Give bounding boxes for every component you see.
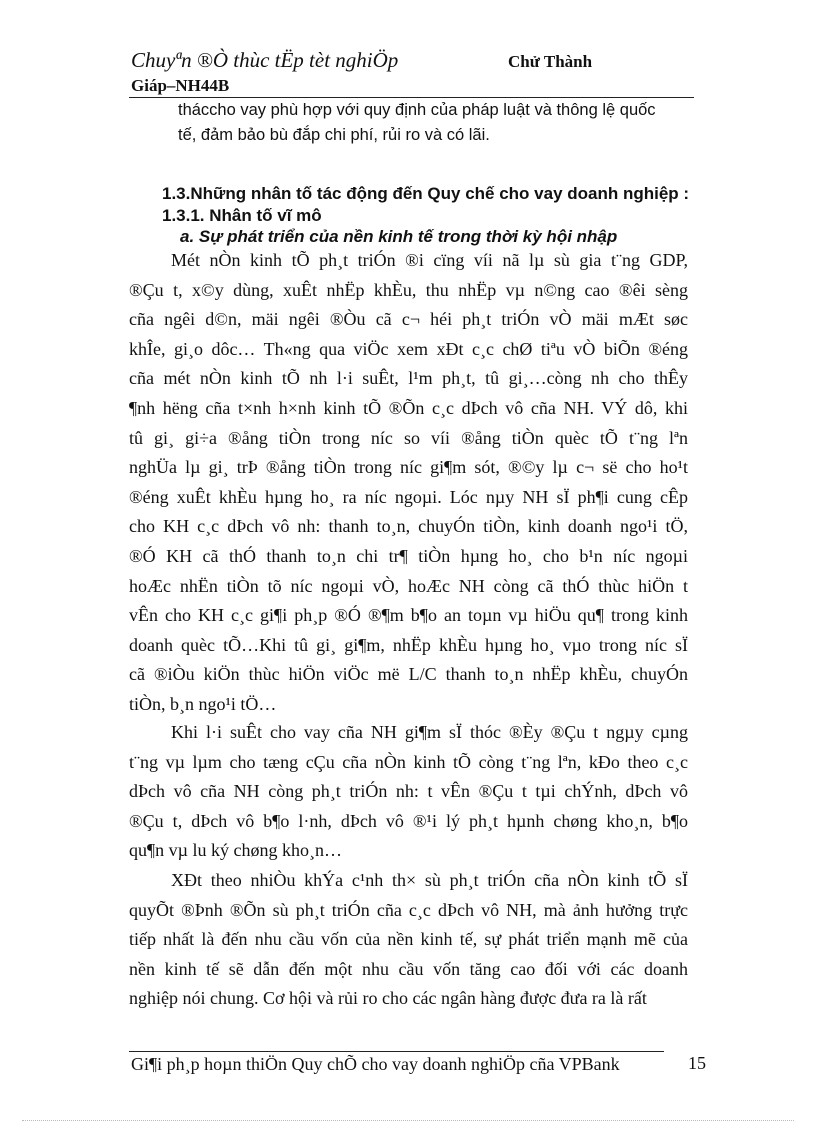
header-author: Chử Thành <box>508 52 593 71</box>
paragraph-line: khÎe, gi¸o dôc… Th«ng qua viÖc xem xÐt c¸c chØ tiªu vÒ biÕn ®éng <box>129 338 688 359</box>
header-title: Chuyªn ®Ò thùc tËp tèt nghiÖp <box>131 48 399 72</box>
item-heading: a. Sự phát triển của nền kinh tế trong thời kỳ hội nhập <box>180 227 618 246</box>
paragraph-1 <box>129 246 688 720</box>
lead-paragraph <box>178 98 690 148</box>
paragraph-line: XÐt theo nhiÒu khÝa c¹nh th× sù ph¸t triÓn cña nÒn kinh tÕ sÏ <box>171 870 688 890</box>
paragraph-line: tiÒn, b¸n ngo¹i tÖ… <box>129 693 277 714</box>
footer-text: Gi¶i ph¸p hoµn thiÖn Quy chÕ cho vay doanh nghiÖp cña VPBank <box>131 1054 620 1074</box>
paragraph-line: t¨ng vµ lµm cho tæng cÇu cña nÒn kinh tÕ còng t¨ng lªn, kÐo theo c¸c <box>129 751 688 772</box>
paragraph-line: vÊn cho KH c¸c gi¶i ph¸p ®Ó ®¶m b¶o an toµn vµ hiÖu qu¶ trong kinh <box>129 605 688 626</box>
paragraph-line: nghÜa lµ gi¸ trÞ ®ång tiÒn trong níc gi¶m sót, ®©y lµ c¬ së cho ho¹t <box>129 457 688 478</box>
paragraph-line: ¶nh hëng cña t×nh h×nh kinh tÕ ®Õn c¸c dÞch vô cña NH. VÝ dô, khi <box>129 397 688 418</box>
paragraph-line: cña ngêi d©n, mäi ngêi ®Òu cã c¬ héi ph¸t triÓn vÒ mäi mÆt søc <box>129 309 688 330</box>
paragraph-line: hoÆc nhËn tiÒn tõ níc ngoµi vÒ, hoÆc NH còng cã thÓ thùc hiÖn t <box>129 575 688 596</box>
paragraph-line: doanh quèc tÕ…Khi tû gi¸ gi¶m, nhËp khÈu hµng ho¸ vµo trong níc sÏ <box>129 634 688 655</box>
paragraph-line: Mét nÒn kinh tÕ ph¸t triÓn ®i cïng víi nã lµ sù gia t¨ng GDP, <box>171 250 688 270</box>
paragraph-line: qu¶n vµ lu ký chøng kho¸n… <box>129 840 343 861</box>
lead-line: tháccho vay phù hợp với quy định của pháp luật và thông lệ quốc <box>178 101 656 119</box>
paragraph-line: cña mét nÒn kinh tÕ nh l·i suÊt, l¹m ph¸t, tû gi¸…còng nh cho thÊy <box>129 368 688 389</box>
paragraph-line: ®Çu t, dÞch vô b¶o l·nh, dÞch vô ®¹i lý ph¸t hµnh chøng kho¸n, b¶o <box>129 810 688 831</box>
paragraph-line: Khi l·i suÊt cho vay cña NH gi¶m sÏ thóc ®Èy ®Çu t ngµy cµng <box>171 722 688 742</box>
paragraph-line: nghiệp nói chung. Cơ hội và rủi ro cho các ngân hàng được đưa ra là rất <box>129 988 647 1009</box>
paragraph-line: quyÕt ®Þnh ®Õn sù ph¸t triÓn cña c¸c dÞch vô NH, mà ảnh hưởng trực <box>129 899 688 920</box>
subsection-heading: 1.3.1. Nhân tố vĩ mô <box>162 206 322 225</box>
page-border-dotted <box>22 1120 794 1121</box>
section-heading: 1.3.Những nhân tố tác động đến Quy chế cho vay doanh nghiệp : <box>162 184 690 203</box>
paragraph-line: dÞch vô cña NH còng ph¸t triÓn nh: t vÊn ®Çu t tµi chÝnh, dÞch vô <box>129 781 688 802</box>
header-class: Giáp–NH44B <box>131 76 230 95</box>
lead-line: tế, đảm bảo bù đắp chi phí, rủi ro và có lãi. <box>178 126 490 144</box>
footer-rule <box>129 1051 664 1052</box>
paragraph-line: nền kinh tế sẽ dẫn đến một nhu cầu vốn tăng cao đối với các doanh <box>129 958 688 979</box>
paragraph-3 <box>129 866 688 1014</box>
paragraph-line: cho KH c¸c dÞch vô nh: thanh to¸n, chuyÓn tiÒn, kinh doanh ngo¹i tÖ, <box>129 516 688 537</box>
page-number: 15 <box>688 1053 706 1073</box>
paragraph-line: tiếp nhất là đến nhu cầu vốn của nền kinh tế, sự phát triển mạnh mẽ của <box>129 929 688 950</box>
paragraph-line: cã ®iÒu kiÖn thùc hiÖn viÖc më L/C thanh to¸n nhËp khÈu, chuyÓn <box>129 664 688 685</box>
paragraph-line: tû gi¸ gi÷a ®ång tiÒn trong níc so víi ®ång tiÒn quèc tÕ t¨ng lªn <box>129 427 688 448</box>
paragraph-line: ®Çu t, x©y dùng, xuÊt nhËp khÈu, thu nhËp vµ n©ng cao ®êi sèng <box>129 279 688 300</box>
paragraph-2 <box>129 718 688 866</box>
paragraph-line: ®Ó KH cã thÓ thanh to¸n chi tr¶ tiÒn hµng ho¸ cho b¹n níc ngoµi <box>129 545 688 566</box>
paragraph-line: ®éng xuÊt khÈu hµng ho¸ ra níc ngoµi. Lóc nµy NH sÏ ph¶i cung cÊp <box>129 486 688 507</box>
